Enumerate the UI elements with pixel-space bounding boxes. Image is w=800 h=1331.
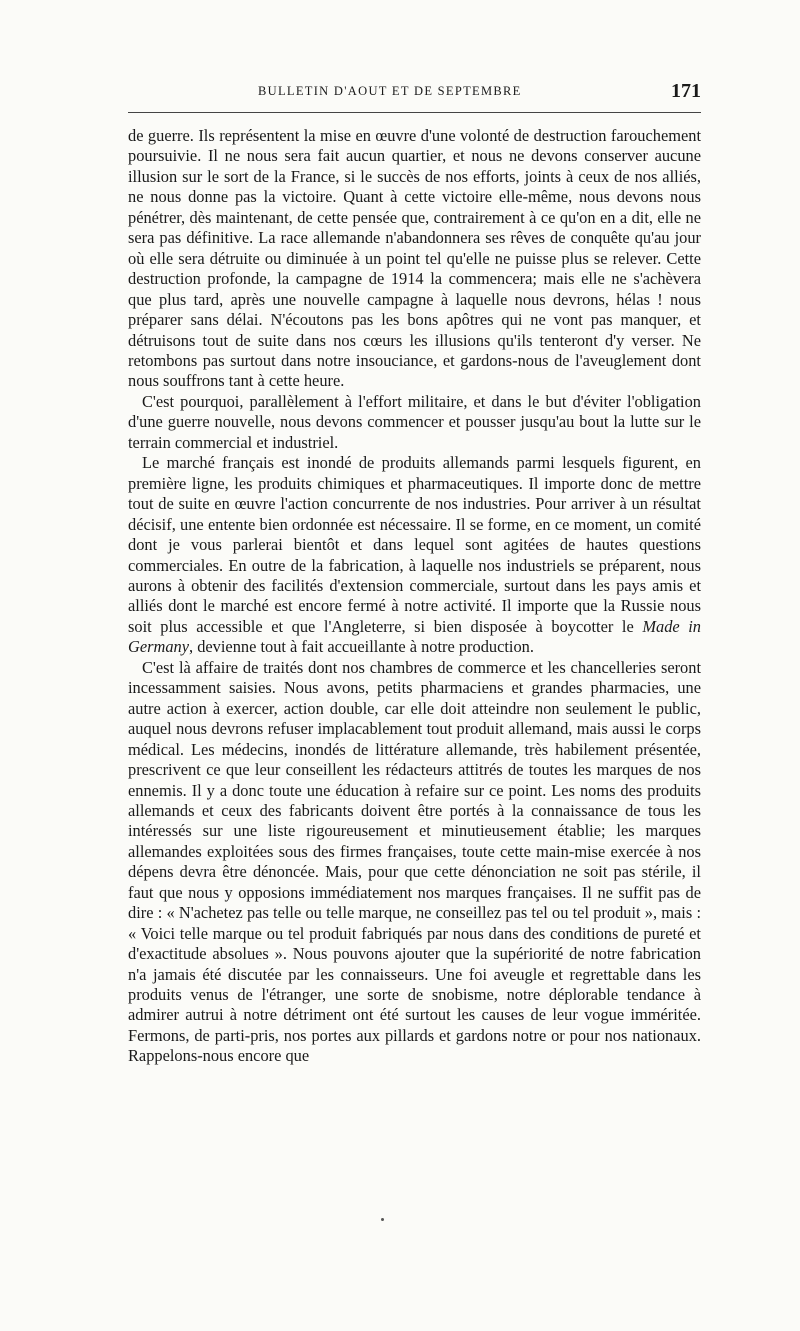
print-speck [381,1218,384,1221]
paragraph-2: C'est pourquoi, parallèlement à l'effort militaire, et dans le but d'éviter l'obligation d'une guerre nouvelle, nous devons commencer et pousser jusqu'au bout la lutte sur le terrain commercial et industriel. [128,391,701,452]
page-header [128,80,701,104]
header-rule [128,112,701,113]
paragraph-4: C'est là affaire de traités dont nos chambres de commerce et les chancelleries seront incessamment saisies. Nous avons, petits pharmaciens et grandes pharmacies, une autre action à exercer, action double, car elle doit atteindre non seulement le public, auquel nous devrons refuser implacablement tout produit allemand, mais aussi le corps médical. Les médecins, inondés de littérature allemande, très habilement présentée, prescrivent ce que leur conseillent les rédacteurs attitrés de toutes les marques de nos ennemis. Il y a donc toute une éducation à refaire sur ce point. Les noms des produits allemands et ceux des fabricants doivent être portés à la connaissance de tous les intéressés sur une liste rigoureusement et minutieusement établie; les marques allemandes exploitées sous des firmes françaises, toute cette main-mise exercée à nos dépens devra être dénoncée. Mais, pour que cette dénonciation ne soit pas stérile, il faut que nous y opposions immédiatement nos marques françaises. Il ne suffit pas de dire : « N'achetez pas telle ou telle marque, ne conseillez pas tel ou tel produit », mais : « Voici telle marque ou tel produit fabriqués par nous dans des conditions de pureté et d'exactitude absolues ». Nous pouvons ajouter que la supériorité de notre fabrication n'a jamais été discutée par les connaisseurs. Une foi aveugle et regrettable dans les produits venus de l'étranger, une sorte de snobisme, notre déplorable tendance à admirer autrui à notre détriment ont été surtout les causes de leur vogue imméritée. Fermons, de parti-pris, nos portes aux pillards et gardons notre or pour nos nationaux. Rappelons-nous encore que [128,657,701,1066]
page-number: 171 [671,80,701,102]
running-head: BULLETIN D'AOUT ET DE SEPTEMBRE [258,84,522,98]
paragraph-3: Le marché français est inondé de produits allemands parmi lesquels figurent, en première ligne, les produits chimiques et pharmaceutiques. Il importe donc de mettre tout de suite en œuvre l'action concurrente de nos industries. Pour arriver à un résultat décisif, une entente bien ordonnée est nécessaire. Il se forme, en ce moment, un comité dont je vous parlerai bientôt et dans lequel sont agitées de hautes questions commerciales. En outre de la fabrication, à laquelle nos industriels se préparent, nous aurons à obtenir des facilités d'extension commerciale, surtout dans les pays amis et alliés dont le marché est encore fermé à notre activité. Il importe que la Russie nous soit plus accessible et que l'Angleterre, si bien disposée à boycotter le Made in Germany, devienne tout à fait accueillante à notre production. [128,453,702,657]
body-text [128,126,701,1067]
emphasis-made-in-germany: Made in Germany [128,616,702,657]
paragraph-1: de guerre. Ils représentent la mise en œuvre d'une volonté de destruction farouchement poursuivie. Il ne nous sera fait aucun quartier, et nous ne devons conserver aucune illusion sur le sort de la France, si le succès de nos efforts, joints à ceux de nos alliés, ne nous donne pas la victoire. Quant à cette victoire elle-même, nous devons nous pénétrer, dès maintenant, de cette pensée que, contrairement à ce qu'on en a dit, elle ne sera pas définitive. La race allemande n'abandonnera ses rêves de conquête qu'au jour où elle sera détruite ou diminuée à un point tel qu'elle ne puisse plus se relever. Cette destruction profonde, la campagne de 1914 la commencera; mais elle ne s'achèvera que plus tard, après une nouvelle campagne à laquelle nous devrons, hélas ! nous préparer sans délai. N'écoutons pas les bons apôtres qui ne vont pas manquer, et détruisons tout de suite dans nos cœurs les illusions qu'ils tenteront d'y verser. Ne retombons pas surtout dans notre insouciance, et gardons-nous de l'aveuglement dont nous souffrons tant à cette heure. [128,126,701,391]
